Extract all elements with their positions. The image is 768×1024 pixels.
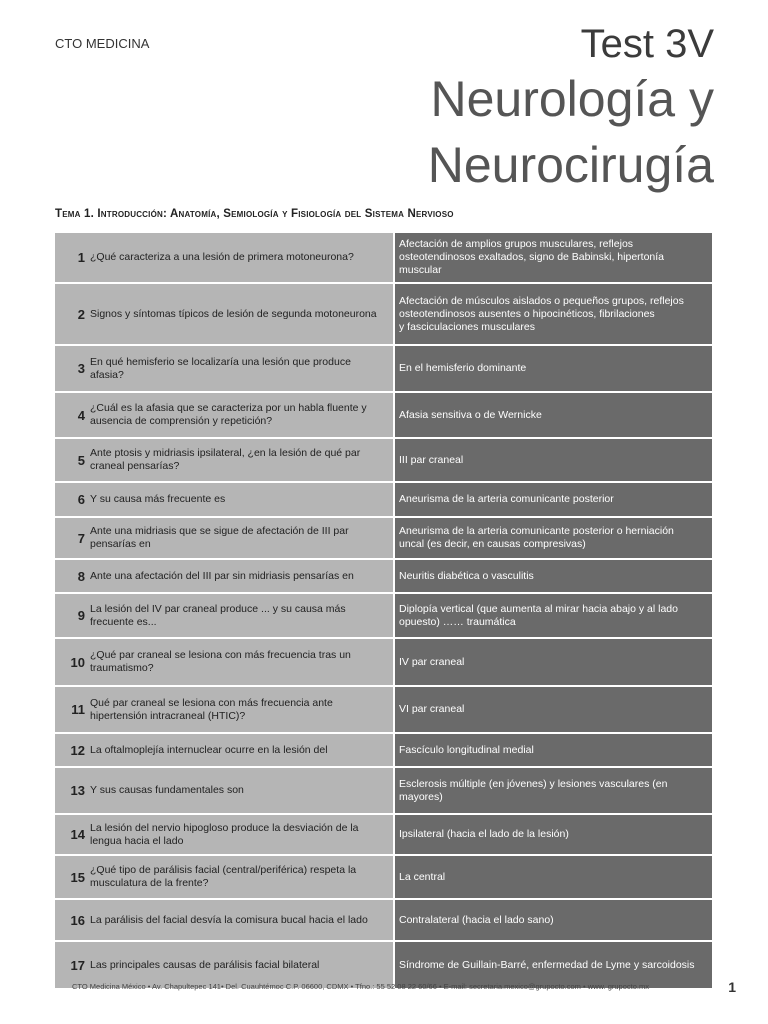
- question-number: 2: [55, 284, 87, 344]
- answer-text: Fascículo longitudinal medial: [393, 734, 712, 766]
- answer-text: Contralateral (hacia el lado sano): [393, 900, 712, 940]
- question-number: 17: [55, 942, 87, 988]
- table-row: [55, 483, 712, 518]
- question-text: Qué par craneal se lesiona con más frecuencia ante hipertensión intracraneal (HTIC)?: [87, 687, 393, 732]
- table-row: [55, 768, 712, 815]
- question-number: 6: [55, 483, 87, 516]
- answer-text: VI par craneal: [393, 687, 712, 732]
- question-number: 13: [55, 768, 87, 813]
- question-text: ¿Qué caracteriza a una lesión de primera motoneurona?: [87, 233, 393, 282]
- table-row: [55, 687, 712, 734]
- question-text: Ante ptosis y midriasis ipsilateral, ¿en la lesión de qué par craneal pensarías?: [87, 439, 393, 481]
- question-number: 8: [55, 560, 87, 592]
- answer-text: En el hemisferio dominante: [393, 346, 712, 391]
- question-number: 5: [55, 439, 87, 481]
- footer-contact: CTO Medicina México • Av. Chapultepec 141• Del. Cuauhtémoc C.P. 06600, CDMX • Tfno.: 55 52 08 22 60/66 • E-mail: secretaria.mexico@grupocto.com • www. grupocto.mx: [72, 982, 649, 991]
- question-text: Ante una afectación del III par sin midriasis pensarías en: [87, 560, 393, 592]
- question-text: Ante una midriasis que se sigue de afectación de III par pensarías en: [87, 518, 393, 558]
- title-line-1: Neurología y: [430, 71, 714, 127]
- answer-text: Esclerosis múltiple (en jóvenes) y lesiones vasculares (en mayores): [393, 768, 712, 813]
- question-text: ¿Cuál es la afasia que se caracteriza por un habla fluente y ausencia de comprensión y repetición?: [87, 393, 393, 437]
- question-number: 1: [55, 233, 87, 282]
- table-row: [55, 856, 712, 900]
- question-number: 14: [55, 815, 87, 854]
- question-text: La lesión del IV par craneal produce ... y su causa más frecuente es...: [87, 594, 393, 637]
- table-row: [55, 734, 712, 768]
- answer-text: Ipsilateral (hacia el lado de la lesión): [393, 815, 712, 854]
- answer-text: Aneurisma de la arteria comunicante posterior o herniación uncal (es decir, en causas compresivas): [393, 518, 712, 558]
- question-number: 3: [55, 346, 87, 391]
- answer-text: Neuritis diabética o vasculitis: [393, 560, 712, 592]
- table-row: [55, 639, 712, 687]
- answer-text: Afasia sensitiva o de Wernicke: [393, 393, 712, 437]
- question-text: La parálisis del facial desvía la comisura bucal hacia el lado: [87, 900, 393, 940]
- answer-text: Diplopía vertical (que aumenta al mirar hacia abajo y al lado opuesto) …… traumática: [393, 594, 712, 637]
- question-number: 9: [55, 594, 87, 637]
- table-row: [55, 284, 712, 346]
- question-text: La lesión del nervio hipogloso produce la desviación de la lengua hacia el lado: [87, 815, 393, 854]
- question-number: 7: [55, 518, 87, 558]
- question-number: 4: [55, 393, 87, 437]
- question-text: Las principales causas de parálisis facial bilateral: [87, 942, 393, 988]
- question-number: 11: [55, 687, 87, 732]
- answer-text: Aneurisma de la arteria comunicante posterior: [393, 483, 712, 516]
- test-code: Test 3V: [580, 22, 714, 66]
- table-row: [55, 393, 712, 439]
- question-text: La oftalmoplejía internuclear ocurre en la lesión del: [87, 734, 393, 766]
- question-text: Y sus causas fundamentales son: [87, 768, 393, 813]
- answer-text: La central: [393, 856, 712, 898]
- question-text: ¿Qué par craneal se lesiona con más frecuencia tras un traumatismo?: [87, 639, 393, 685]
- question-text: ¿Qué tipo de parálisis facial (central/periférica) respeta la musculatura de la frente?: [87, 856, 393, 898]
- title-line-2: Neurocirugía: [427, 137, 714, 193]
- answer-text: Síndrome de Guillain-Barré, enfermedad de Lyme y sarcoidosis: [393, 942, 712, 988]
- question-table: [55, 233, 712, 990]
- question-number: 16: [55, 900, 87, 940]
- table-row: [55, 518, 712, 560]
- question-number: 12: [55, 734, 87, 766]
- question-text: En qué hemisferio se localizaría una lesión que produce afasia?: [87, 346, 393, 391]
- table-row: [55, 346, 712, 393]
- brand-label: CTO MEDICINA: [55, 36, 150, 51]
- table-row: [55, 900, 712, 942]
- table-row: [55, 594, 712, 639]
- answer-text: IV par craneal: [393, 639, 712, 685]
- page-number: 1: [728, 979, 736, 995]
- section-heading: Tema 1. Introducción: Anatomía, Semiología y Fisiología del Sistema Nervioso: [55, 208, 454, 220]
- question-number: 15: [55, 856, 87, 898]
- answer-text: III par craneal: [393, 439, 712, 481]
- answer-text: Afectación de músculos aislados o pequeños grupos, reflejos osteotendinosos ausentes o hipocinéticos, fibrilaciones y fasciculaciones musculares: [393, 284, 712, 344]
- page-title: [428, 66, 714, 198]
- question-text: Y su causa más frecuente es: [87, 483, 393, 516]
- table-row: [55, 560, 712, 594]
- question-number: 10: [55, 639, 87, 685]
- table-row: [55, 439, 712, 483]
- table-row: [55, 233, 712, 284]
- question-text: Signos y síntomas típicos de lesión de segunda motoneurona: [87, 284, 393, 344]
- answer-text: Afectación de amplios grupos musculares, reflejos osteotendinosos exaltados, signo de Babinski, hipertonía muscular: [393, 233, 712, 282]
- table-row: [55, 815, 712, 856]
